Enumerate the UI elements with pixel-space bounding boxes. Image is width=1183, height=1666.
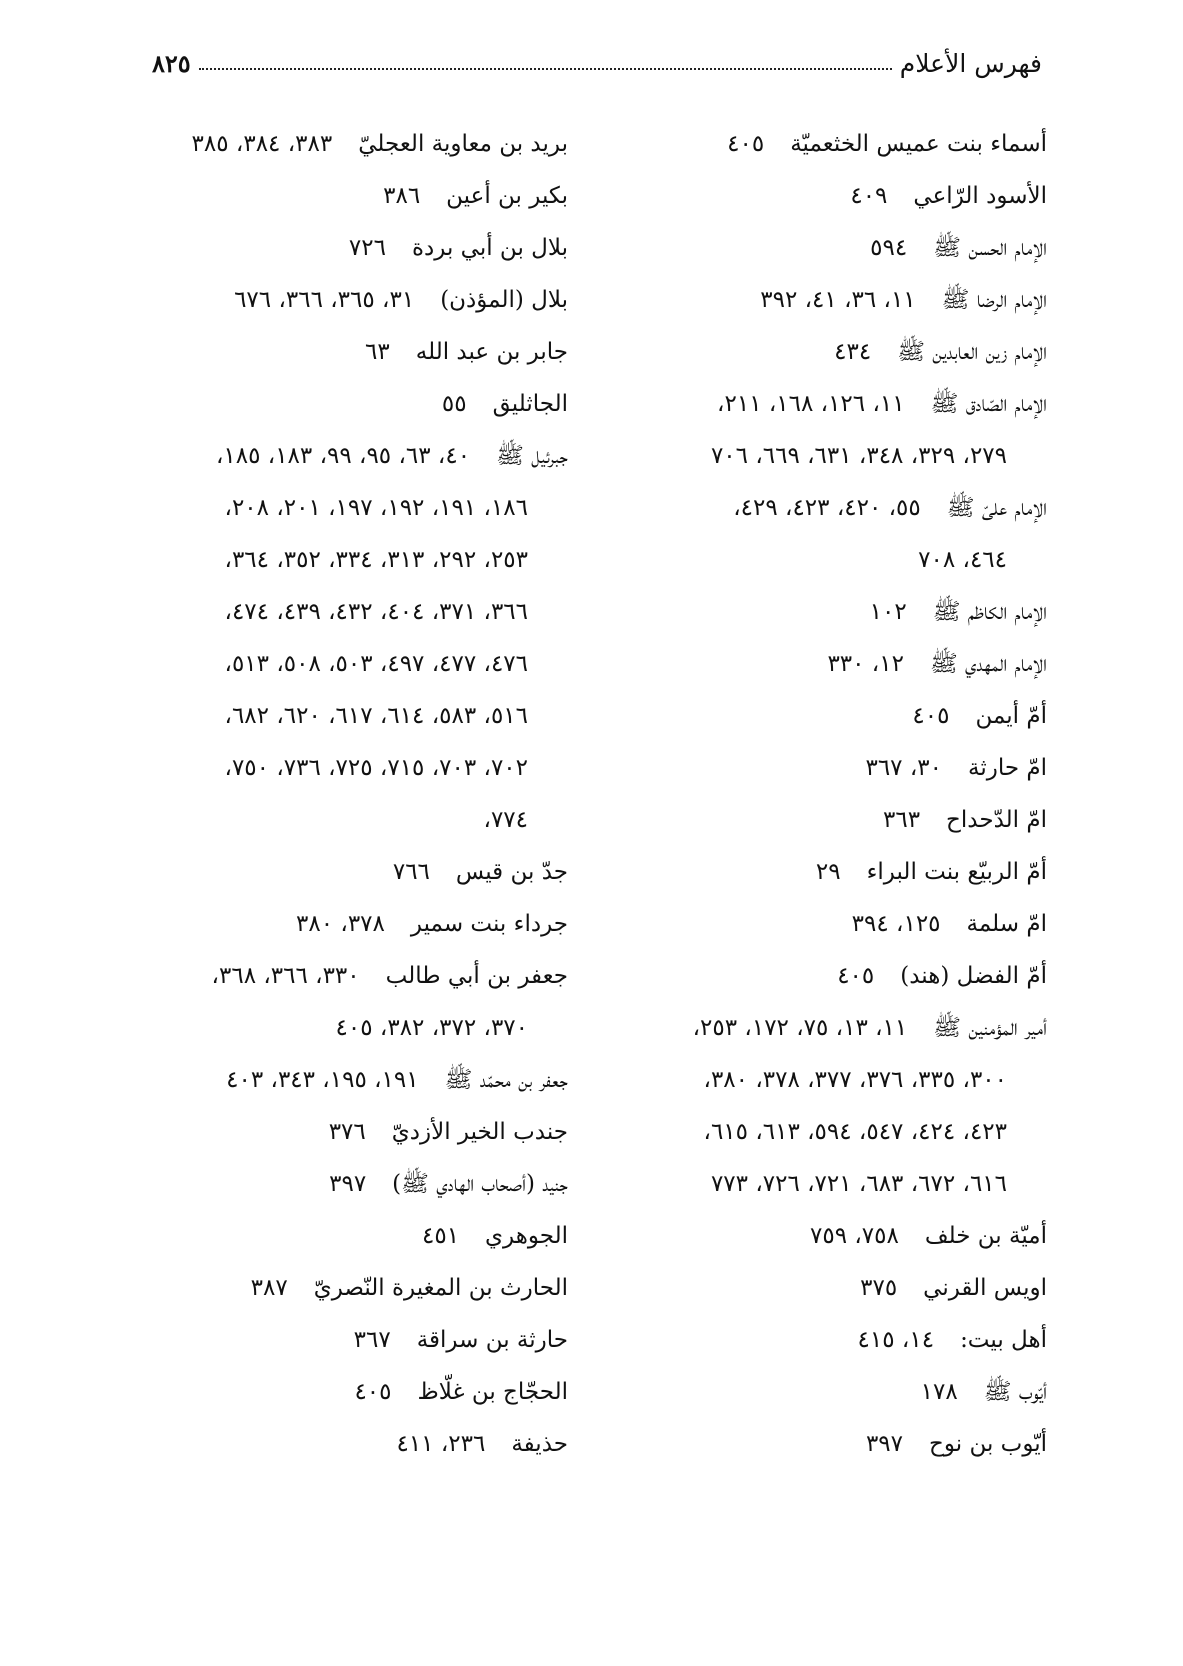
entry-pages: ٣٨٧ — [250, 1275, 288, 1301]
index-entry — [615, 898, 1047, 950]
entry-name: بلال بن أبي بردة — [411, 235, 568, 261]
entry-pages: ٦٣ — [365, 339, 390, 365]
index-entry — [615, 1366, 1047, 1418]
entry-pages: ٣٠، ٣٦٧ — [865, 755, 942, 781]
index-entry — [615, 274, 1047, 326]
entry-name: الإمام الصّادق ﷺ — [930, 391, 1047, 417]
entry-pages: ١٨٦، ١٩١، ١٩٢، ١٩٧، ٢٠١، ٢٠٨، — [224, 495, 528, 521]
entry-name: أميّة بن خلف — [924, 1223, 1047, 1249]
index-entry — [615, 794, 1047, 846]
entry-pages: ٣٩٧ — [865, 1431, 903, 1457]
index-entry — [128, 326, 568, 378]
entry-pages: ١١، ١٢٦، ١٦٨، ٢١١، — [717, 391, 905, 417]
entry-pages: ٣٩٧ — [329, 1171, 367, 1197]
entry-pages: ٤٠٩ — [850, 183, 888, 209]
entry-pages: ٣٨٦ — [383, 183, 421, 209]
entry-pages: ١٤، ٤١٥ — [857, 1327, 935, 1353]
entry-name: جرداء بنت سمير — [410, 911, 568, 937]
entry-pages: ٥٩٤ — [870, 235, 908, 261]
index-entry — [128, 118, 568, 170]
entry-pages: ٣٣٠، ٣٦٦، ٣٦٨، — [211, 963, 360, 989]
entry-pages: ٤٥١ — [421, 1223, 460, 1249]
entry-name: الإمام المهدي ﷺ — [929, 651, 1047, 677]
index-entry-continuation — [615, 534, 1047, 586]
index-entry — [615, 1002, 1047, 1054]
entry-pages: ١١، ٣٦، ٤١، ٣٩٢ — [760, 287, 916, 313]
entry-name: أيّوب ﷺ — [983, 1379, 1047, 1405]
entry-name: الإمام علىّ ﷺ — [946, 495, 1047, 521]
index-entry — [128, 1314, 568, 1366]
entry-name: جدّ بن قيس — [455, 859, 568, 885]
entry-pages: ٣١، ٣٦٥، ٣٦٦، ٦٧٦ — [234, 287, 415, 313]
entry-name: أمّ الفضل (هند) — [900, 963, 1047, 989]
entry-pages: ٤٠٥ — [354, 1379, 392, 1405]
entry-pages: ٥٥ — [441, 391, 467, 417]
index-entry — [615, 378, 1047, 430]
entry-name: الأسود الرّاعي — [913, 183, 1047, 209]
index-entry — [615, 170, 1047, 222]
entry-pages: ٢٩ — [815, 859, 841, 885]
entry-name: أهل بيت: — [960, 1327, 1047, 1353]
entry-pages: ٥١٦، ٥٨٣، ٦١٤، ٦١٧، ٦٢٠، ٦٨٢، — [224, 703, 528, 729]
entry-name: بلال (المؤذن) — [440, 287, 568, 313]
running-header — [152, 34, 1042, 78]
entry-pages: ١٢٥، ٣٩٤ — [851, 911, 941, 937]
index-entry-continuation — [128, 794, 568, 846]
header-title: فهرس الأعلام — [899, 49, 1042, 78]
entry-pages: ٧٦٦ — [392, 859, 430, 885]
page-number: ٨٢٥ — [152, 49, 191, 78]
index-entry — [128, 430, 568, 482]
entry-name: امّ حارثة — [967, 755, 1047, 781]
entry-name: بكير بن أعين — [446, 183, 568, 209]
index-entry — [615, 482, 1047, 534]
entry-pages: ٤٧٦، ٤٧٧، ٤٩٧، ٥٠٣، ٥٠٨، ٥١٣، — [224, 651, 528, 677]
entry-name: الجاثليق — [492, 391, 568, 417]
index-entry-continuation — [128, 482, 568, 534]
entry-pages: ١٩١، ١٩٥، ٣٤٣، ٤٠٣ — [226, 1067, 419, 1093]
entry-pages: ٤٠، ٦٣، ٩٥، ٩٩، ١٨٣، ١٨٥، — [215, 443, 471, 469]
index-entry — [615, 586, 1047, 638]
entry-name: جعفر بن محمّد ﷺ — [444, 1067, 568, 1093]
entry-pages: ٤٠٥ — [912, 703, 950, 729]
index-entry — [128, 1210, 568, 1262]
index-entry — [128, 1366, 568, 1418]
entry-name: جنيد (أصحاب الهادي ﷺ) — [392, 1171, 568, 1197]
entry-name: الإمام زين العابدين ﷺ — [897, 339, 1047, 365]
entry-pages: ٣٧٨، ٣٨٠ — [296, 911, 385, 937]
index-entry — [615, 950, 1047, 1002]
entry-pages: ٣٨٣، ٣٨٤، ٣٨٥ — [191, 131, 333, 157]
entry-name: اويس القرني — [923, 1275, 1047, 1301]
entry-pages: ٣٧٠، ٣٧٢، ٣٨٢، ٤٠٥ — [335, 1015, 528, 1041]
entry-name: امّ سلمة — [966, 911, 1047, 937]
entry-pages: ٣٦٧ — [353, 1327, 391, 1353]
index-entry — [615, 118, 1047, 170]
entry-name: بريد بن معاوية العجليّ — [358, 131, 568, 157]
entry-pages: ٢٣٦، ٤١١ — [396, 1431, 486, 1457]
index-entry — [128, 170, 568, 222]
entry-name: الجوهري — [485, 1223, 568, 1249]
entry-pages: ١٧٨ — [920, 1379, 958, 1405]
index-entry-continuation — [128, 638, 568, 690]
entry-pages: ١٠٢ — [869, 599, 907, 625]
index-entry — [128, 898, 568, 950]
entry-pages: ٥٥، ٤٢٠، ٤٢٣، ٤٢٩، — [733, 495, 921, 521]
index-entry — [615, 638, 1047, 690]
index-column-left — [128, 118, 568, 1470]
index-entry — [128, 378, 568, 430]
entry-name: الإمام الحسن ﷺ — [933, 235, 1047, 261]
entry-pages: ٤٦٤، ٧٠٨ — [918, 547, 1007, 573]
entry-name: أسماء بنت عميس الخثعميّة — [790, 131, 1047, 157]
index-column-right — [615, 118, 1047, 1470]
entry-name: أمّ الربيّع بنت البراء — [866, 859, 1047, 885]
index-entry — [615, 742, 1047, 794]
entry-pages: ٤٣٤ — [834, 339, 872, 365]
entry-pages: ٣٧٥ — [860, 1275, 898, 1301]
entry-name: جندب الخير الأزديّ — [391, 1119, 568, 1145]
entry-pages: ٣٦٦، ٣٧١، ٤٠٤، ٤٣٢، ٤٣٩، ٤٧٤، — [224, 599, 528, 625]
index-entry — [128, 1106, 568, 1158]
entry-pages: ٣٦٣ — [882, 807, 921, 833]
entry-name: أمّ أيمن — [975, 703, 1047, 729]
index-entry-continuation — [615, 1054, 1047, 1106]
index-entry-continuation — [615, 430, 1047, 482]
index-entry — [615, 1210, 1047, 1262]
entry-pages: ٣٧٦ — [328, 1119, 366, 1145]
index-entry — [128, 1262, 568, 1314]
entry-pages: ٧٢٦ — [348, 235, 386, 261]
entry-name: جعفر بن أبي طالب — [385, 963, 568, 989]
index-entry — [128, 274, 568, 326]
index-entry — [615, 690, 1047, 742]
entry-pages: ١٢، ٣٣٠ — [827, 651, 904, 677]
entry-name: الحجّاج بن غلّاظ — [417, 1379, 568, 1405]
index-entry — [615, 326, 1047, 378]
entry-pages: ٣٠٠، ٣٣٥، ٣٧٦، ٣٧٧، ٣٧٨، ٣٨٠، — [703, 1067, 1007, 1093]
index-entry — [128, 222, 568, 274]
index-entry — [615, 1314, 1047, 1366]
index-entry — [128, 846, 568, 898]
index-entry-continuation — [128, 690, 568, 742]
index-entry — [615, 222, 1047, 274]
entry-pages: ١١، ١٣، ٧٥، ١٧٢، ٢٥٣، — [692, 1015, 908, 1041]
index-entry-continuation — [615, 1158, 1047, 1210]
entry-name: حذيفة — [511, 1431, 568, 1457]
index-entry — [615, 846, 1047, 898]
index-entry-continuation — [128, 1002, 568, 1054]
entry-name: جبرئيل ﷺ — [496, 443, 568, 469]
entry-pages: ٤٢٣، ٤٢٤، ٥٤٧، ٥٩٤، ٦١٣، ٦١٥، — [703, 1119, 1007, 1145]
entry-name: الحارث بن المغيرة النّصريّ — [313, 1275, 568, 1301]
entry-pages: ٢٧٩، ٣٢٩، ٣٤٨، ٦٣١، ٦٦٩، ٧٠٦ — [710, 443, 1007, 469]
entry-pages: ٧٥٨، ٧٥٩ — [809, 1223, 899, 1249]
entry-pages: ٤٠٥ — [727, 131, 765, 157]
header-leader-dots — [199, 68, 892, 70]
entry-pages: ٦١٦، ٦٧٢، ٦٨٣، ٧٢١، ٧٢٦، ٧٧٣ — [710, 1171, 1007, 1197]
index-entry — [128, 950, 568, 1002]
entry-name: امّ الدّحداح — [946, 807, 1047, 833]
entry-name: أيّوب بن نوح — [929, 1431, 1047, 1457]
entry-name: الإمام الرضا ﷺ — [941, 287, 1047, 313]
entry-name: الإمام الكاظم ﷺ — [932, 599, 1047, 625]
index-entry-continuation — [128, 742, 568, 794]
entry-pages: ٧٧٤، — [483, 807, 528, 833]
entry-pages: ٢٥٣، ٢٩٢، ٣١٣، ٣٣٤، ٣٥٢، ٣٦٤، — [224, 547, 528, 573]
index-entry-continuation — [615, 1106, 1047, 1158]
index-entry — [615, 1262, 1047, 1314]
entry-name: حارثة بن سراقة — [416, 1327, 568, 1353]
entry-name: أمير المؤمنين ﷺ — [933, 1015, 1047, 1041]
index-entry — [128, 1054, 568, 1106]
entry-pages: ٧٠٢، ٧٠٣، ٧١٥، ٧٢٥، ٧٣٦، ٧٥٠، — [224, 755, 528, 781]
index-entry — [128, 1418, 568, 1470]
entry-pages: ٤٠٥ — [837, 963, 875, 989]
entry-name: جابر بن عبد الله — [415, 339, 568, 365]
index-entry — [128, 1158, 568, 1210]
index-entry — [615, 1418, 1047, 1470]
index-entry-continuation — [128, 586, 568, 638]
index-entry-continuation — [128, 534, 568, 586]
